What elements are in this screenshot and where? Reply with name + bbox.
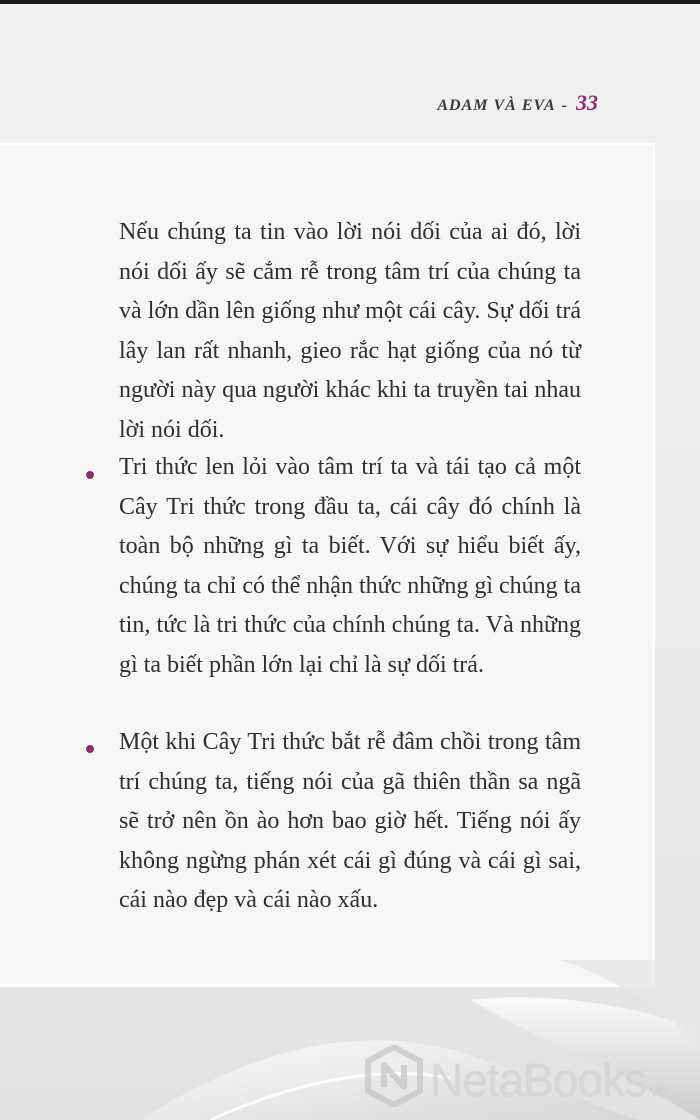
bullet-item-2: Một khi Cây Tri thức bắt rễ đâm chồi trong tâm trí chúng ta, tiếng nói của gã thiên thần sa ngã sẽ trở nên ồn ào hơn bao giờ hết. Tiếng nói ấy không ngừng phán xét cái gì đúng và cái gì sai, cái nào đẹp và cái nào xấu. — [119, 729, 581, 913]
watermark-suffix: .vn — [646, 1083, 668, 1100]
bullet-icon — [86, 745, 94, 753]
running-header — [437, 90, 598, 116]
header-separator: - — [561, 97, 568, 114]
top-border — [0, 0, 700, 4]
watermark-text — [430, 1053, 667, 1107]
netabooks-logo-icon — [364, 1045, 424, 1107]
bullet-icon — [86, 471, 94, 479]
watermark — [364, 1043, 700, 1113]
watermark-brand: NetaBooks — [430, 1054, 647, 1106]
page-number: 33 — [576, 90, 598, 115]
bullet-item-1: Tri thức len lỏi vào tâm trí ta và tái tạo cả một Cây Tri thức trong đầu ta, cái cây đó chính là toàn bộ những gì ta biết. Với sự hiểu biết ấy, chúng ta chỉ có thể nhận thức những gì chúng ta tin, tức là tri thức của chính chúng ta. Và những gì ta biết phần lớn lại chỉ là sự dối trá. — [119, 454, 581, 678]
running-title: ADAM VÀ EVA — [437, 97, 556, 114]
paragraph-intro: Nếu chúng ta tin vào lời nói dối của ai đó, lời nói dối ấy sẽ cắm rễ trong tâm trí của chúng ta và lớn dần lên giống như một cái cây. Sự dối trá lây lan rất nhanh, gieo rắc hạt giống của nó từ người này qua người khác khi ta truyền tai nhau lời nói dối. — [119, 219, 581, 443]
